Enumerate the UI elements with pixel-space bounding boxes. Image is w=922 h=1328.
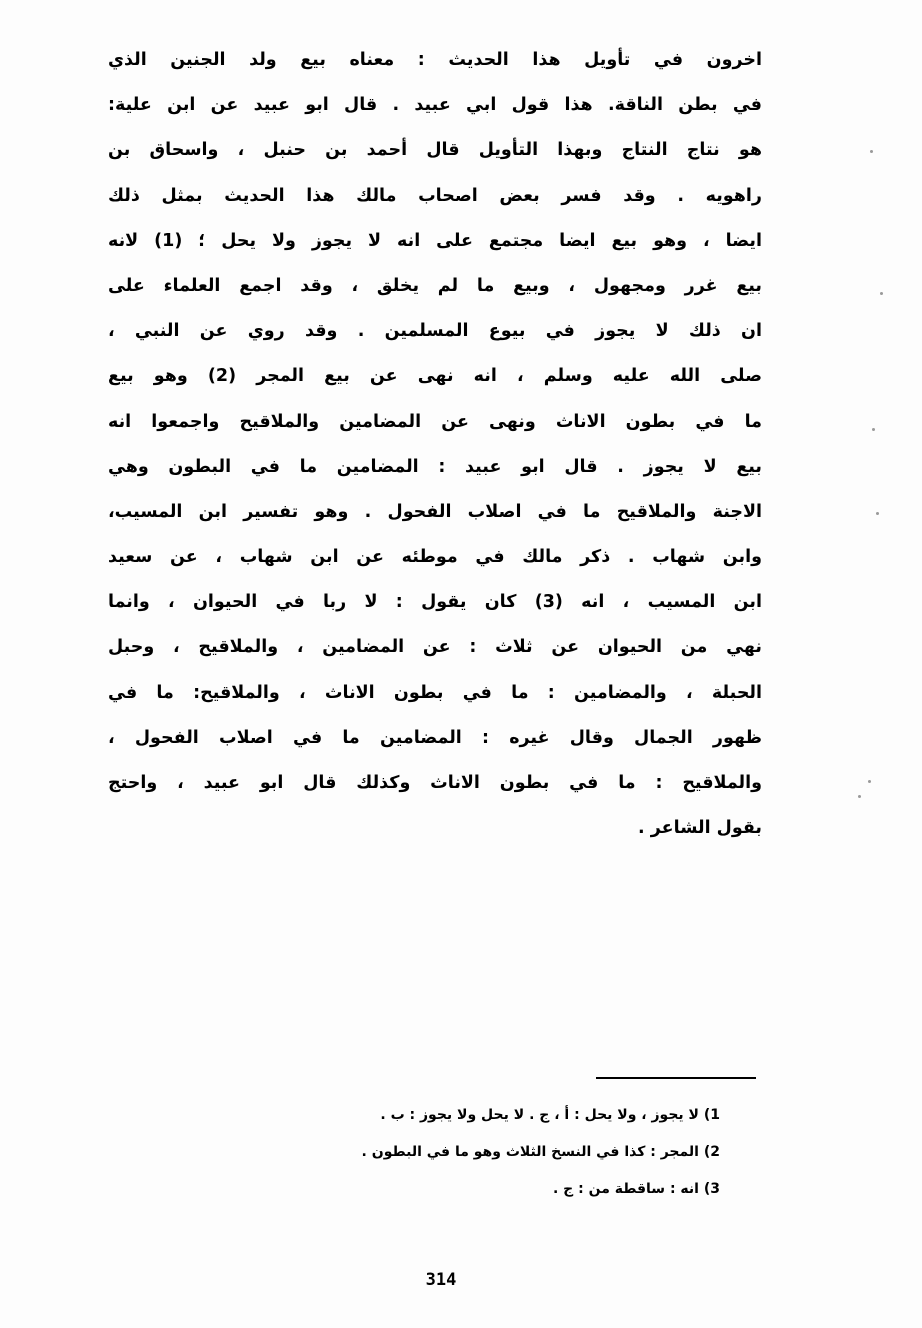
footnote-text: المجر : كذا في النسخ الثلاث وهو ما في البطون . [361,1144,699,1160]
main-text-body [108,38,762,851]
scan-speck [876,512,879,515]
text-line: صلى الله عليه وسلم ، انه نهى عن بيع المجر (2) وهو بيع [108,366,762,387]
footnote-marker: 2) [703,1144,720,1160]
text-line: بيع غرر ومجهول ، وبيع ما لم يخلق ، وقد اجمع العلماء على [108,275,762,296]
text-line: ان ذلك لا يجوز في بيوع المسلمين . وقد روي عن النبي ، [108,321,762,342]
footnotes [260,1097,720,1208]
page-number: 314 [425,1270,457,1290]
scan-speck [858,795,861,798]
text-line: بيع لا يجوز . قال ابو عبيد : المضامين ما في البطون وهي [108,456,762,477]
text-line: اخرون في تأويل هذا الحديث : معناه بيع ولد الجنين الذي [108,50,762,70]
text-line: الحبلة ، والمضامين : ما في بطون الاناث ، والملاقيح: ما في [108,682,762,703]
text-line: والملاقيح : ما في بطون الاناث وكذلك قال ابو عبيد ، واحتج [108,773,762,793]
scan-speck [870,150,873,153]
scan-speck [872,428,875,431]
footnote-3 [260,1171,720,1208]
text-line: ابن المسيب ، انه (3) كان يقول : لا ربا في الحيوان ، وانما [108,592,762,613]
footnote-marker: 1) [703,1107,720,1123]
footnote-2 [260,1134,720,1171]
text-line: ما في بطون الاناث ونهى عن المضامين والملاقيح واجمعوا انه [108,411,762,432]
footnote-marker: 3) [703,1181,720,1197]
text-line: وابن شهاب . ذكر مالك في موطئه عن ابن شهاب ، عن سعيد [108,547,762,568]
footnote-separator [596,1077,756,1079]
footnote-1 [260,1097,720,1134]
scan-speck [880,292,883,295]
text-line: ظهور الجمال وقال غيره : المضامين ما في اصلاب الفحول ، [108,727,762,748]
text-line: الاجنة والملاقيح ما في اصلاب الفحول . وهو تفسير ابن المسيب، [108,501,762,522]
text-line: راهويه . وقد فسر بعض اصحاب مالك هذا الحديث بمثل ذلك [108,185,762,206]
text-line: في بطن الناقة. هذا قول ابي عبيد . قال ابو عبيد عن ابن علية: [108,95,762,116]
footnote-text: انه : ساقطة من : ج . [552,1181,699,1197]
text-line: ايضا ، وهو بيع ايضا مجتمع على انه لا يجوز ولا يحل ؛ (1) لانه [108,230,762,251]
text-line: بقول الشاعر . [638,818,762,839]
text-line: نهي من الحيوان عن ثلاث : عن المضامين ، والملاقيح ، وحبل [108,637,762,658]
footnote-text: لا يجوز ، ولا يحل : أ ، ج . لا يحل ولا يجوز : ب . [380,1107,699,1123]
scan-speck [868,780,871,783]
text-line: هو نتاج النتاج وبهذا التأويل قال أحمد بن حنبل ، واسحاق بن [108,140,762,161]
